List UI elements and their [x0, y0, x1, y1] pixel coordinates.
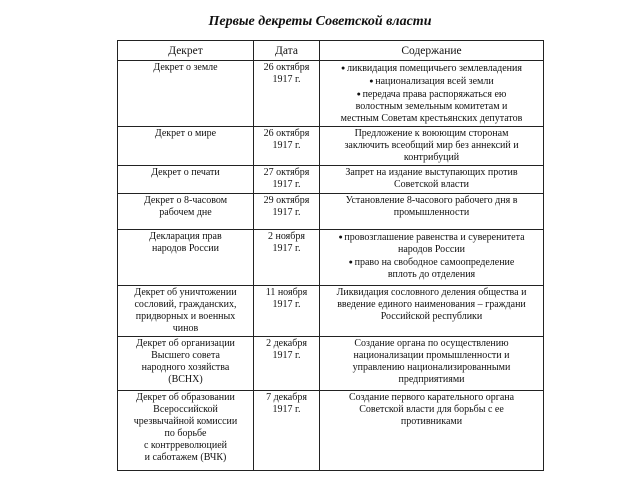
content-line: вплоть до отделения	[387, 269, 476, 280]
decree-date-line: 11 ноября	[265, 287, 308, 298]
decree-name-line: рабочем дне	[159, 207, 212, 218]
decree-content-cell	[320, 337, 544, 391]
content-line: контрибуций	[403, 152, 460, 163]
content-line: введение единого наименования – граждани	[337, 299, 526, 310]
decree-name-cell	[118, 194, 254, 230]
content-line: Создание органа по осуществлению	[354, 338, 509, 349]
decree-name-line: чрезвычайной комиссии	[133, 416, 238, 427]
content-bullet-item: ● национализация всей земли	[322, 75, 541, 88]
decree-name-line: Декрет о мире	[154, 128, 217, 139]
decree-name-line: Высшего совета	[151, 350, 220, 361]
table-row	[118, 391, 544, 471]
decree-name-line: Декрет о 8-часовом	[143, 195, 228, 206]
content-line: предприятиями	[398, 374, 465, 385]
content-line: Предложение к воюющим сторонам	[354, 128, 509, 139]
decree-name-cell	[118, 337, 254, 391]
content-line: местным Советам крестьянских депутатов	[340, 113, 523, 124]
decree-date-cell	[254, 337, 320, 391]
decree-name-line: Декрет об образовании	[136, 392, 235, 403]
decree-date-cell	[254, 61, 320, 127]
decree-content-cell	[320, 127, 544, 166]
decree-name-line: (ВСНХ)	[168, 374, 203, 385]
table-row	[118, 127, 544, 166]
decree-date-line: 27 октября	[263, 167, 310, 178]
content-bullet-item: ● право на свободное самоопределение	[322, 256, 541, 269]
decree-date-cell	[254, 391, 320, 471]
content-line: Советской власти для борьбы с ее	[359, 404, 504, 415]
decree-name-line: Декрет о земле	[153, 62, 218, 73]
content-line: Ликвидация сословного деления общества и	[336, 287, 527, 298]
decree-name-line: Всероссийской	[153, 404, 218, 415]
decree-name-cell	[118, 127, 254, 166]
decree-date-line: 1917 г.	[272, 140, 301, 151]
decree-name-line: и саботажем (ВЧК)	[144, 452, 227, 463]
decree-name-line: Декрет о печати	[151, 167, 220, 178]
decree-name-line: народного хозяйства	[141, 362, 230, 373]
page-title: Первые декреты Советской власти	[208, 14, 432, 29]
table-row	[118, 194, 544, 230]
decree-date-line: 29 октября	[263, 195, 310, 206]
content-line: Создание первого карательного органа	[348, 392, 515, 403]
decree-date-line: 1917 г.	[272, 243, 301, 254]
decree-content-cell	[320, 391, 544, 471]
content-line: народов России	[398, 244, 465, 255]
content-line: промышленности	[393, 207, 470, 218]
decree-date-line: 1917 г.	[272, 74, 301, 85]
header-date: Дата	[254, 41, 320, 61]
table-row	[118, 286, 544, 337]
decree-name-line: Декларация прав	[149, 231, 222, 242]
decree-name-cell	[118, 61, 254, 127]
content-line: волостным земельным комитетам и	[355, 101, 508, 112]
decree-date-line: 1917 г.	[272, 299, 301, 310]
decree-name-line: Декрет об уничтожении	[134, 287, 237, 298]
decree-date-cell	[254, 194, 320, 230]
decree-content-cell	[320, 286, 544, 337]
table-row	[118, 166, 544, 194]
table-row	[118, 337, 544, 391]
content-bullet-item: ● ликвидация помещичьего землевладения	[322, 62, 541, 75]
decree-name-cell	[118, 230, 254, 286]
decree-name-cell	[118, 286, 254, 337]
content-line: заключить всеобщий мир без аннексий и	[344, 140, 519, 151]
table-body	[118, 61, 544, 471]
decree-date-cell	[254, 286, 320, 337]
decree-name-line: по борьбе	[164, 428, 207, 439]
decrees-table	[117, 40, 544, 471]
decree-content-cell	[320, 230, 544, 286]
content-line: Запрет на издание выступающих против	[345, 167, 518, 178]
decree-date-line: 1917 г.	[272, 179, 301, 190]
decree-date-line: 2 ноября	[268, 231, 305, 242]
decree-name-line: с контрреволюцией	[143, 440, 228, 451]
content-line: противниками	[400, 416, 463, 427]
header-decree: Декрет	[118, 41, 254, 61]
decree-name-line: Декрет об организации	[136, 338, 235, 349]
decree-name-line: чинов	[172, 323, 199, 334]
content-line: Советской власти	[393, 179, 470, 190]
decree-date-line: 1917 г.	[272, 404, 301, 415]
content-line: управлению национализированными	[352, 362, 511, 373]
table-header-row	[118, 41, 544, 61]
decree-date-line: 1917 г.	[272, 350, 301, 361]
decree-date-cell	[254, 127, 320, 166]
decree-date-line: 26 октября	[263, 62, 310, 73]
content-line: Российской республики	[380, 311, 483, 322]
decree-date-line: 26 октября	[263, 128, 310, 139]
decree-date-cell	[254, 230, 320, 286]
content-bullet-item: ● провозглашение равенства и суверенитета	[322, 231, 541, 244]
decree-name-line: сословий, гражданских,	[134, 299, 237, 310]
header-content: Содержание	[320, 41, 544, 61]
content-line: Установление 8-часового рабочего дня в	[345, 195, 518, 206]
decree-name-cell	[118, 391, 254, 471]
decree-content-cell	[320, 61, 544, 127]
content-bullet-item: ● передача права распоряжаться ею	[322, 88, 541, 101]
decree-content-cell	[320, 166, 544, 194]
decree-name-line: придворных и военных	[135, 311, 236, 322]
decree-date-line: 7 декабря	[266, 392, 307, 403]
table-row	[118, 61, 544, 127]
decree-date-line: 1917 г.	[272, 207, 301, 218]
decree-content-cell	[320, 194, 544, 230]
decree-date-cell	[254, 166, 320, 194]
table-row	[118, 230, 544, 286]
decree-name-line: народов России	[152, 243, 219, 254]
decree-date-line: 2 декабря	[266, 338, 307, 349]
decree-name-cell	[118, 166, 254, 194]
content-line: национализации промышленности и	[353, 350, 510, 361]
